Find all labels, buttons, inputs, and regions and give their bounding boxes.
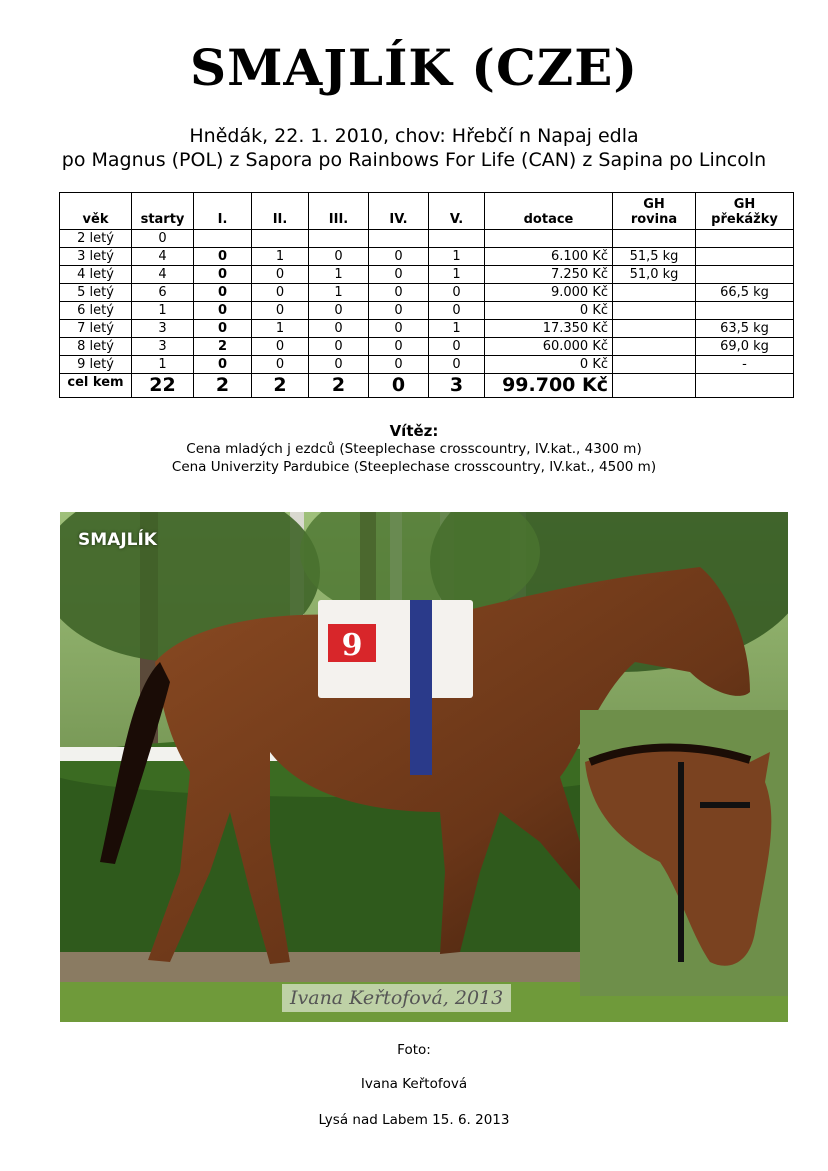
cell-first: 0 — [194, 284, 252, 302]
cell-gh-flat: 51,0 kg — [613, 266, 696, 284]
table-header-row — [60, 193, 794, 230]
table-row — [60, 266, 794, 284]
cell-gh-flat — [613, 320, 696, 338]
col-header-gh-flat — [613, 193, 696, 230]
cell-second: 0 — [252, 284, 309, 302]
cell-starts: 6 — [132, 284, 194, 302]
col-header-gh-flat-bottom: rovina — [630, 212, 678, 227]
cell-starts: 4 — [132, 248, 194, 266]
cell-fifth: 0 — [429, 284, 485, 302]
cell-fourth: 0 — [369, 248, 429, 266]
horse-title: SMAJLÍK (CZE) — [189, 38, 639, 97]
total-starts: 22 — [132, 374, 194, 398]
race-stats-table — [59, 192, 794, 398]
total-earnings: 99.700 Kč — [485, 374, 613, 398]
cell-second — [252, 230, 309, 248]
cell-starts: 3 — [132, 320, 194, 338]
cell-gh-flat: 51,5 kg — [613, 248, 696, 266]
cell-fifth: 1 — [429, 266, 485, 284]
cell-earnings: 60.000 Kč — [485, 338, 613, 356]
cell-fourth: 0 — [369, 284, 429, 302]
horse-photo-illustration — [60, 512, 788, 1022]
cell-third: 0 — [309, 302, 369, 320]
cell-age: 9 letý — [60, 356, 132, 374]
table-row — [60, 302, 794, 320]
total-third: 2 — [309, 374, 369, 398]
winner-race-1: Cena mladých j ezdců (Steeplechase crosscountry, IV.kat., 4300 m) — [186, 441, 642, 457]
cell-earnings — [485, 230, 613, 248]
cell-gh-flat — [613, 230, 696, 248]
cell-fifth: 1 — [429, 248, 485, 266]
table-row — [60, 338, 794, 356]
total-gh-flat — [613, 374, 696, 398]
cell-fourth: 0 — [369, 302, 429, 320]
cell-first — [194, 230, 252, 248]
cell-second: 0 — [252, 356, 309, 374]
cell-starts: 1 — [132, 356, 194, 374]
cell-gh-flat — [613, 356, 696, 374]
col-header-gh-jumps-bottom: překážky — [711, 212, 778, 227]
cell-age: 2 letý — [60, 230, 132, 248]
horse-photo — [60, 512, 788, 1022]
cell-fourth: 0 — [369, 356, 429, 374]
cell-gh-flat — [613, 284, 696, 302]
cell-starts: 4 — [132, 266, 194, 284]
cell-starts: 0 — [132, 230, 194, 248]
col-header-first: I. — [194, 193, 252, 230]
cell-fourth: 0 — [369, 320, 429, 338]
cell-earnings: 9.000 Kč — [485, 284, 613, 302]
table-row — [60, 320, 794, 338]
cell-age: 6 letý — [60, 302, 132, 320]
cell-first: 0 — [194, 266, 252, 284]
cell-gh-jumps — [696, 302, 794, 320]
cell-fifth: 1 — [429, 320, 485, 338]
cell-fifth: 0 — [429, 356, 485, 374]
footer-foto-label: Foto: — [397, 1042, 431, 1058]
cell-gh-flat — [613, 338, 696, 356]
total-second: 2 — [252, 374, 309, 398]
cell-second: 0 — [252, 266, 309, 284]
col-header-gh-jumps-top: GH — [733, 197, 756, 212]
cell-earnings: 7.250 Kč — [485, 266, 613, 284]
table-row — [60, 248, 794, 266]
col-header-third: III. — [309, 193, 369, 230]
total-fifth: 3 — [429, 374, 485, 398]
col-header-gh-flat-top: GH — [643, 197, 665, 212]
footer-place-date: Lysá nad Labem 15. 6. 2013 — [318, 1112, 510, 1128]
horse-pedigree: po Magnus (POL) z Sapora po Rainbows For Life (CAN) z Sapina po Lincoln — [61, 149, 767, 171]
cell-earnings: 0 Kč — [485, 356, 613, 374]
cell-third: 0 — [309, 338, 369, 356]
cell-second: 1 — [252, 320, 309, 338]
total-age: cel kem — [60, 374, 132, 398]
cell-gh-flat — [613, 302, 696, 320]
cell-first: 2 — [194, 338, 252, 356]
cell-age: 3 letý — [60, 248, 132, 266]
cell-fifth — [429, 230, 485, 248]
col-header-second: II. — [252, 193, 309, 230]
cell-starts: 1 — [132, 302, 194, 320]
table-total-row — [60, 374, 794, 398]
table-row — [60, 356, 794, 374]
cell-third: 0 — [309, 320, 369, 338]
cell-third: 0 — [309, 356, 369, 374]
table-row — [60, 230, 794, 248]
table-row — [60, 284, 794, 302]
cell-gh-jumps: - — [696, 356, 794, 374]
cell-age: 4 letý — [60, 266, 132, 284]
horse-details: Hnědák, 22. 1. 2010, chov: Hřebčí n Napaj edla — [189, 125, 639, 147]
cell-third — [309, 230, 369, 248]
cell-age: 8 letý — [60, 338, 132, 356]
col-header-age: věk — [60, 193, 132, 230]
photo-label: SMAJLÍK — [78, 530, 157, 550]
cell-second: 0 — [252, 302, 309, 320]
winner-race-2: Cena Univerzity Pardubice (Steeplechase crosscountry, IV.kat., 4500 m) — [171, 459, 657, 475]
cell-gh-jumps: 66,5 kg — [696, 284, 794, 302]
cell-earnings: 0 Kč — [485, 302, 613, 320]
cell-second: 0 — [252, 338, 309, 356]
cell-first: 0 — [194, 302, 252, 320]
cell-earnings: 17.350 Kč — [485, 320, 613, 338]
cell-first: 0 — [194, 356, 252, 374]
cell-fourth: 0 — [369, 266, 429, 284]
cell-first: 0 — [194, 320, 252, 338]
col-header-fifth: V. — [429, 193, 485, 230]
cell-gh-jumps — [696, 230, 794, 248]
col-header-starts: starty — [132, 193, 194, 230]
cell-third: 1 — [309, 266, 369, 284]
winner-heading: Vítěz: — [389, 422, 439, 440]
total-fourth: 0 — [369, 374, 429, 398]
cell-second: 1 — [252, 248, 309, 266]
col-header-fourth: IV. — [369, 193, 429, 230]
cell-fourth: 0 — [369, 338, 429, 356]
cell-fourth — [369, 230, 429, 248]
saddle-number-text: 9 — [341, 628, 363, 663]
cell-gh-jumps: 63,5 kg — [696, 320, 794, 338]
cell-gh-jumps: 69,0 kg — [696, 338, 794, 356]
cell-earnings: 6.100 Kč — [485, 248, 613, 266]
cell-third: 1 — [309, 284, 369, 302]
cell-gh-jumps — [696, 248, 794, 266]
cell-gh-jumps — [696, 266, 794, 284]
cell-fifth: 0 — [429, 338, 485, 356]
photo-credit-watermark: Ivana Keřtofová, 2013 — [282, 984, 511, 1012]
col-header-gh-jumps — [696, 193, 794, 230]
cell-fifth: 0 — [429, 302, 485, 320]
total-gh-jumps — [696, 374, 794, 398]
cell-starts: 3 — [132, 338, 194, 356]
cell-age: 5 letý — [60, 284, 132, 302]
total-first: 2 — [194, 374, 252, 398]
col-header-earnings: dotace — [485, 193, 613, 230]
footer-photographer: Ivana Keřtofová — [360, 1076, 468, 1092]
cell-age: 7 letý — [60, 320, 132, 338]
cell-first: 0 — [194, 248, 252, 266]
cell-third: 0 — [309, 248, 369, 266]
